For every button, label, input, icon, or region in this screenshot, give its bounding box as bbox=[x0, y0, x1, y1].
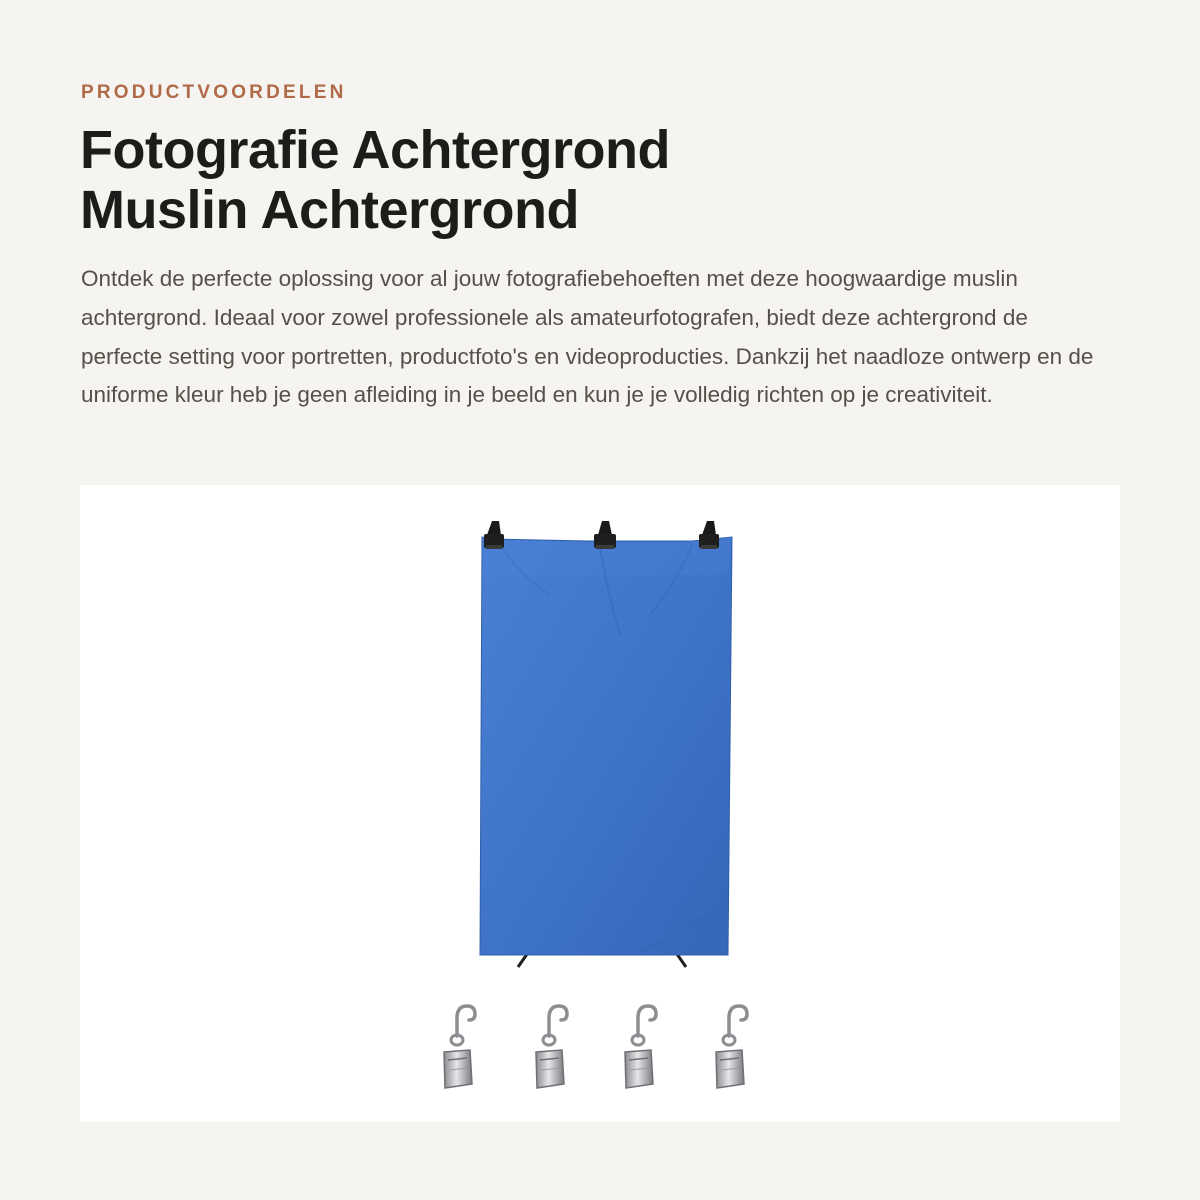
product-description: Ontdek de perfecte oplossing voor al jouw fotografiebehoeften met deze hoogwaardige muslin achtergrond. Ideaal voor zowel professionele als amateurfotografen, biedt deze achtergrond de perfecte setting voor portretten, productfoto's en videoproducties. Dankzij het naadloze ontwerp en de uniforme kleur heb je geen afleiding in je beeld en kun je je volledig richten op je creativiteit. bbox=[81, 266, 1094, 408]
muslin-backdrop bbox=[480, 537, 732, 955]
section-eyebrow: PRODUCTVOORDELEN bbox=[81, 82, 347, 103]
clamp-clip-icon bbox=[594, 521, 616, 549]
hook-clip-icon bbox=[536, 1006, 567, 1088]
page-title-line-1: Fotografie Achtergrond bbox=[80, 120, 670, 180]
product-image bbox=[80, 485, 1120, 1122]
clamp-clip-icon bbox=[484, 521, 504, 549]
page-title-line-2: Muslin Achtergrond bbox=[80, 180, 579, 240]
hook-clip-icon bbox=[716, 1006, 747, 1088]
page-title bbox=[80, 120, 1080, 240]
product-illustration bbox=[80, 485, 1120, 1122]
hook-clip-icon bbox=[444, 1006, 475, 1088]
hook-clip-icon bbox=[625, 1006, 656, 1088]
clamp-clip-icon bbox=[699, 521, 719, 549]
